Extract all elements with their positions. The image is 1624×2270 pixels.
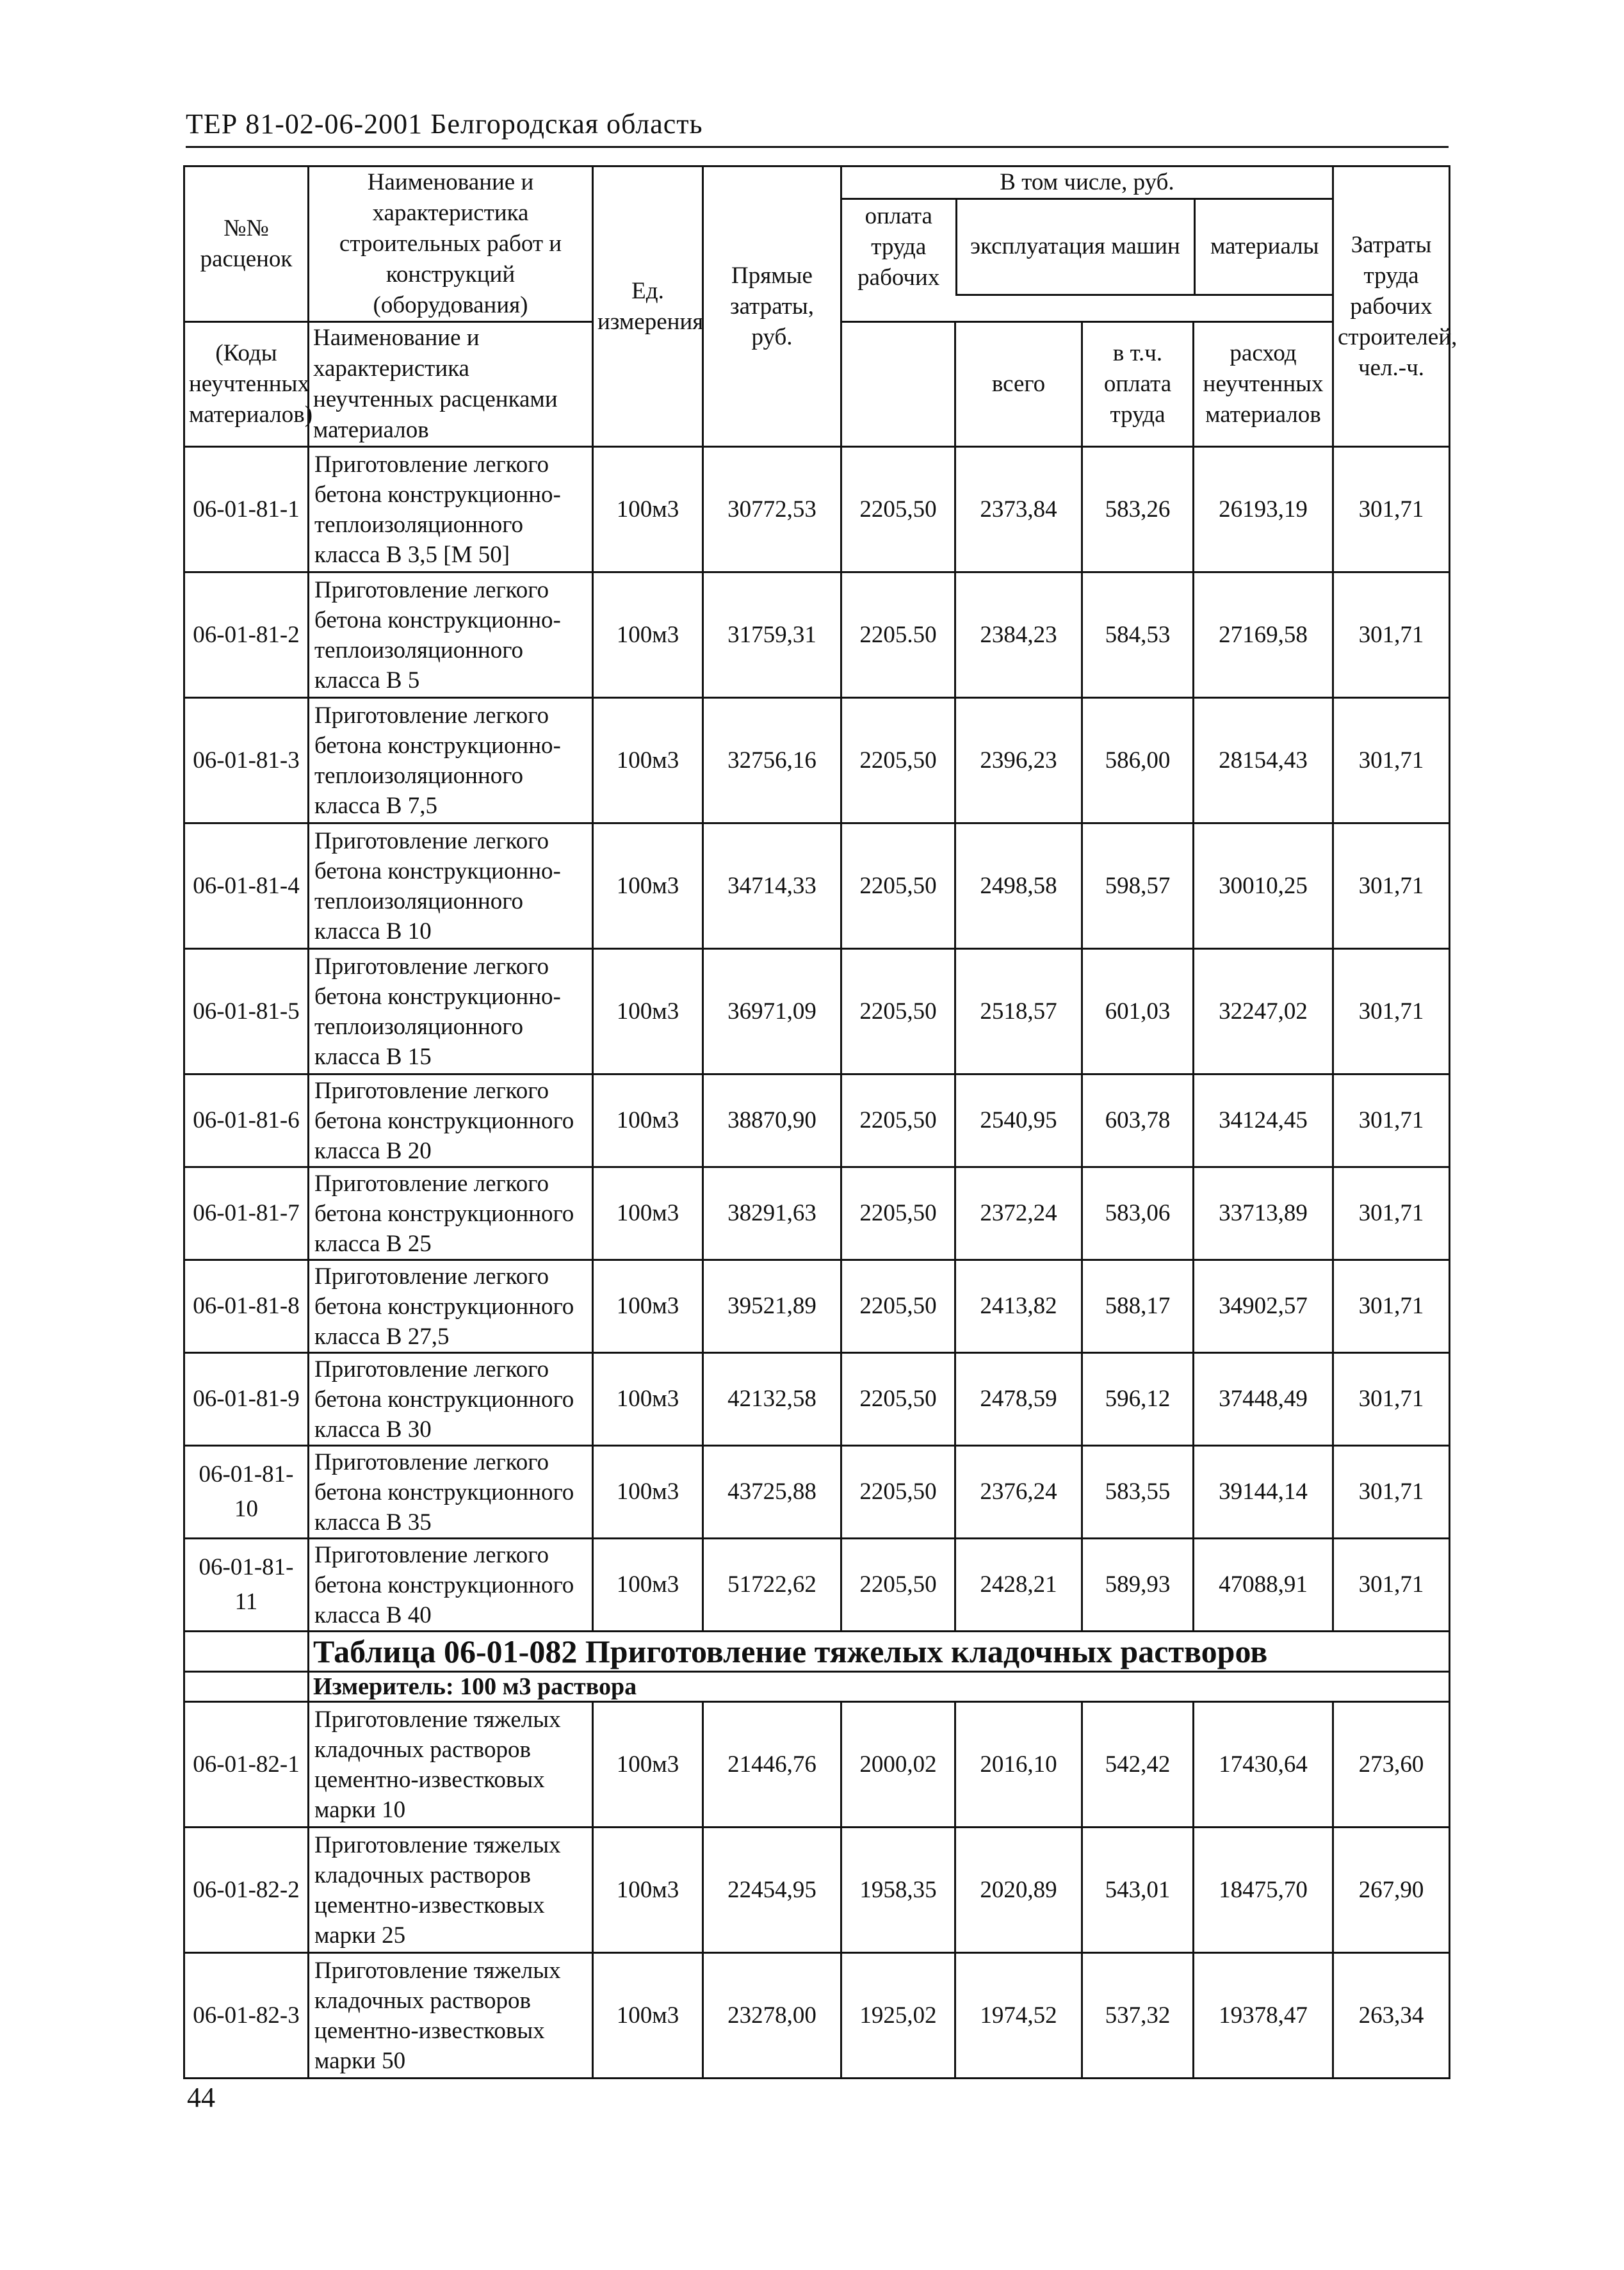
machine-operation-total: 2498,58 [955,823,1082,949]
workers-wages: 2205,50 [841,949,955,1074]
labor-hours: 301,71 [1333,447,1450,572]
machine-operation-total: 1974,52 [955,1953,1082,2079]
workers-wages: 2205,50 [841,1539,955,1632]
machine-operation-total: 2376,24 [955,1446,1082,1539]
machine-operation-total: 2020,89 [955,1828,1082,1953]
materials-cost: 28154,43 [1194,698,1333,823]
workers-wages: 2205,50 [841,1353,955,1446]
workers-wages: 2000,02 [841,1702,955,1828]
table-row [184,1353,1450,1446]
col-header-name-alt: Наименование и характеристика неучтенных расценками материалов [309,322,593,447]
col-header-incl-group [841,166,1333,322]
table-row [184,1446,1450,1539]
table-row [184,1702,1450,1828]
rates-table [183,165,1458,2079]
machine-operation-total: 2413,82 [955,1260,1082,1353]
workers-wages: 2205,50 [841,698,955,823]
col-header-wages-blank [841,322,955,447]
machine-operation-total: 2428,21 [955,1539,1082,1632]
section-title: Таблица 06-01-082 Приготовление тяжелых кладочных растворов [309,1632,1450,1672]
section-082-body [184,1702,1450,2079]
direct-cost: 23278,00 [703,1953,841,2079]
rate-code: 06-01-81-9 [184,1353,309,1446]
rate-code: 06-01-81-7 [184,1167,309,1260]
workers-wages: 1925,02 [841,1953,955,2079]
rate-code: 06-01-81-5 [184,949,309,1074]
workers-wages: 2205,50 [841,447,955,572]
materials-cost: 17430,64 [1194,1702,1333,1828]
unit-of-measure: 100м3 [593,1260,703,1353]
machine-operator-wages: 586,00 [1082,698,1194,823]
direct-cost: 34714,33 [703,823,841,949]
materials-cost: 30010,25 [1194,823,1333,949]
direct-cost: 32756,16 [703,698,841,823]
col-header-mat-unaccounted: расход неучтенных материалов [1194,322,1333,447]
machine-operator-wages: 589,93 [1082,1539,1194,1632]
direct-cost: 39521,89 [703,1260,841,1353]
direct-cost: 38870,90 [703,1074,841,1167]
section-081-body [184,447,1450,1632]
rate-name: Приготовление тяжелых кладочных растворов цементно-известковых марки 10 [309,1702,593,1828]
labor-hours: 301,71 [1333,1074,1450,1167]
machine-operation-total: 2396,23 [955,698,1082,823]
materials-cost: 39144,14 [1194,1446,1333,1539]
section-title-row [184,1632,1450,1672]
machine-operator-wages: 598,57 [1082,823,1194,949]
unit-of-measure: 100м3 [593,1539,703,1632]
rate-name: Приготовление легкого бетона конструкционного класса В 30 [309,1353,593,1446]
materials-cost: 19378,47 [1194,1953,1333,2079]
col-header-labor: Затраты труда рабочих строителей, чел.-ч. [1333,166,1450,447]
labor-hours: 267,90 [1333,1828,1450,1953]
workers-wages: 2205,50 [841,823,955,949]
unit-of-measure: 100м3 [593,1953,703,2079]
table-row [184,949,1450,1074]
direct-cost: 21446,76 [703,1702,841,1828]
machine-operation-total: 2518,57 [955,949,1082,1074]
materials-cost: 26193,19 [1194,447,1333,572]
rate-name: Приготовление легкого бетона конструкционного класса В 20 [309,1074,593,1167]
table-row [184,1260,1450,1353]
table-row [184,572,1450,698]
rate-code: 06-01-82-1 [184,1702,309,1828]
unit-of-measure: 100м3 [593,1702,703,1828]
rate-code: 06-01-81-11 [184,1539,309,1632]
unit-of-measure: 100м3 [593,1828,703,1953]
materials-cost: 34902,57 [1194,1260,1333,1353]
direct-cost: 43725,88 [703,1446,841,1539]
rate-name: Приготовление легкого бетона конструкционного класса В 35 [309,1446,593,1539]
labor-hours: 301,71 [1333,1353,1450,1446]
unit-of-measure: 100м3 [593,447,703,572]
document-header: ТЕР 81-02-06-2001 Белгородская область [186,108,703,140]
table-row [184,1074,1450,1167]
direct-cost: 36971,09 [703,949,841,1074]
rate-code: 06-01-82-2 [184,1828,309,1953]
direct-cost: 38291,63 [703,1167,841,1260]
labor-hours: 301,71 [1333,949,1450,1074]
workers-wages: 2205,50 [841,1074,955,1167]
materials-cost: 27169,58 [1194,572,1333,698]
rate-code: 06-01-81-6 [184,1074,309,1167]
col-header-name: Наименование и характеристика строительных работ и конструкций (оборудования) [309,166,593,322]
section-meter-blank [184,1672,309,1702]
direct-cost: 22454,95 [703,1828,841,1953]
labor-hours: 301,71 [1333,823,1450,949]
machine-operation-total: 2384,23 [955,572,1082,698]
col-header-materials: материалы [1194,200,1334,295]
col-header-direct: Прямые затраты, руб. [703,166,841,447]
table-row [184,823,1450,949]
table-row [184,1828,1450,1953]
rate-code: 06-01-81-4 [184,823,309,949]
workers-wages: 1958,35 [841,1828,955,1953]
col-header-unit: Ед. измерения [593,166,703,447]
workers-wages: 2205,50 [841,1167,955,1260]
header-rule [186,146,1449,148]
rate-name: Приготовление легкого бетона конструкционно-теплоизоляционного класса В 15 [309,949,593,1074]
machine-operation-total: 2478,59 [955,1353,1082,1446]
rate-code: 06-01-81-1 [184,447,309,572]
rate-code: 06-01-81-8 [184,1260,309,1353]
labor-hours: 301,71 [1333,1260,1450,1353]
unit-of-measure: 100м3 [593,1446,703,1539]
rate-code: 06-01-81-2 [184,572,309,698]
direct-cost: 31759,31 [703,572,841,698]
labor-hours: 263,34 [1333,1953,1450,2079]
workers-wages: 2205,50 [841,1260,955,1353]
col-header-machines: эксплуатация машин [956,200,1194,295]
machine-operator-wages: 583,06 [1082,1167,1194,1260]
rate-name: Приготовление тяжелых кладочных растворов цементно-известковых марки 25 [309,1828,593,1953]
machine-operator-wages: 583,55 [1082,1446,1194,1539]
incl-subheader [842,200,1334,296]
unit-of-measure: 100м3 [593,949,703,1074]
section-082-heading [184,1632,1450,1702]
table-row [184,1167,1450,1260]
unit-of-measure: 100м3 [593,698,703,823]
col-header-incl: В том числе, руб. [842,167,1332,200]
unit-of-measure: 100м3 [593,1074,703,1167]
section-meter-row [184,1672,1450,1702]
materials-cost: 18475,70 [1194,1828,1333,1953]
unit-of-measure: 100м3 [593,1167,703,1260]
machine-operation-total: 2372,24 [955,1167,1082,1260]
rate-name: Приготовление легкого бетона конструкционно-теплоизоляционного класса В 3,5 [М 50] [309,447,593,572]
page-number: 44 [187,2082,215,2113]
workers-wages: 2205.50 [841,572,955,698]
machine-operation-total: 2016,10 [955,1702,1082,1828]
workers-wages: 2205,50 [841,1446,955,1539]
machine-operation-total: 2373,84 [955,447,1082,572]
machine-operator-wages: 543,01 [1082,1828,1194,1953]
machine-operator-wages: 583,26 [1082,447,1194,572]
col-header-code: №№ расценок [184,166,309,322]
materials-cost: 37448,49 [1194,1353,1333,1446]
materials-cost: 34124,45 [1194,1074,1333,1167]
rate-code: 06-01-81-10 [184,1446,309,1539]
direct-cost: 51722,62 [703,1539,841,1632]
unit-of-measure: 100м3 [593,823,703,949]
machine-operator-wages: 537,32 [1082,1953,1194,2079]
rate-name: Приготовление легкого бетона конструкционного класса В 40 [309,1539,593,1632]
table-row [184,447,1450,572]
labor-hours: 301,71 [1333,1539,1450,1632]
rate-code: 06-01-82-3 [184,1953,309,2079]
unit-of-measure: 100м3 [593,1353,703,1446]
col-header-mach-wages: в т.ч. оплата труда [1082,322,1194,447]
materials-cost: 32247,02 [1194,949,1333,1074]
section-title-blank [184,1632,309,1672]
labor-hours: 301,71 [1333,572,1450,698]
materials-cost: 33713,89 [1194,1167,1333,1260]
machine-operator-wages: 584,53 [1082,572,1194,698]
machine-operator-wages: 603,78 [1082,1074,1194,1167]
machine-operator-wages: 542,42 [1082,1702,1194,1828]
labor-hours: 301,71 [1333,1167,1450,1260]
rate-code: 06-01-81-3 [184,698,309,823]
table-row [184,1539,1450,1632]
direct-cost: 30772,53 [703,447,841,572]
rate-name: Приготовление легкого бетона конструкционно-теплоизоляционного класса В 7,5 [309,698,593,823]
header-row-1 [184,166,1450,322]
rate-name: Приготовление легкого бетона конструкционно-теплоизоляционного класса В 10 [309,823,593,949]
section-meter: Измеритель: 100 м3 раствора [309,1672,1450,1702]
unit-of-measure: 100м3 [593,572,703,698]
col-header-wages: оплата труда рабочих [842,200,956,295]
machine-operator-wages: 596,12 [1082,1353,1194,1446]
labor-hours: 301,71 [1333,1446,1450,1539]
rate-name: Приготовление легкого бетона конструкционного класса В 25 [309,1167,593,1260]
direct-cost: 42132,58 [703,1353,841,1446]
machine-operator-wages: 588,17 [1082,1260,1194,1353]
machine-operator-wages: 601,03 [1082,949,1194,1074]
labor-hours: 273,60 [1333,1702,1450,1828]
machine-operation-total: 2540,95 [955,1074,1082,1167]
col-header-code-alt: (Коды неучтенных материалов) [184,322,309,447]
rate-name: Приготовление легкого бетона конструкционного класса В 27,5 [309,1260,593,1353]
labor-hours: 301,71 [1333,698,1450,823]
materials-cost: 47088,91 [1194,1539,1333,1632]
rate-name: Приготовление легкого бетона конструкционно-теплоизоляционного класса В 5 [309,572,593,698]
rate-name: Приготовление тяжелых кладочных растворов цементно-известковых марки 50 [309,1953,593,2079]
table-row [184,698,1450,823]
table-row [184,1953,1450,2079]
col-header-mach-total: всего [955,322,1082,447]
